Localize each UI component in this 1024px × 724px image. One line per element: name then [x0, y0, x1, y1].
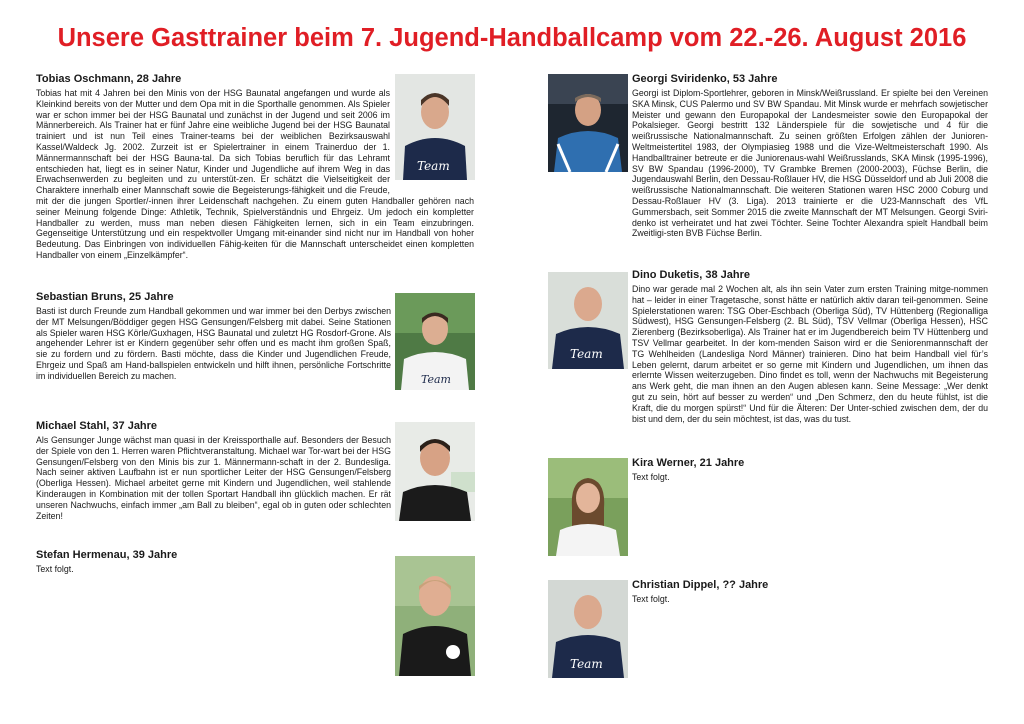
coach-name: Christian Dippel, ?? Jahre	[632, 579, 769, 591]
coach-dino	[548, 269, 988, 282]
svg-text:Team: Team	[570, 347, 603, 361]
coach-bio: Text folgt.	[632, 472, 670, 482]
coach-name: Sebastian Bruns, 25 Jahre	[36, 291, 174, 303]
coach-christian	[632, 579, 988, 605]
coach-tobias-name-block	[36, 73, 391, 86]
svg-text:Team: Team	[570, 657, 603, 671]
coach-dino-bio	[632, 282, 988, 424]
page-title: Unsere Gasttrainer beim 7. Jugend-Handballcamp vom 22.-26. August 2016	[57, 24, 967, 52]
coach-name: Tobias Oschmann, 28 Jahre	[36, 73, 182, 85]
coach-bio: Text folgt.	[632, 594, 670, 604]
coach-name: Georgi Sviridenko, 53 Jahre	[632, 73, 778, 85]
coach-name: Kira Werner, 21 Jahre	[632, 457, 745, 469]
kira-photo	[548, 458, 628, 556]
svg-text:Team: Team	[417, 159, 450, 173]
coach-bio: Als Gensunger Junge wächst man quasi in der Kreissporthalle auf. Besonders der Besuch der Spiele von den 1. Herren waren Pflichtveranstaltung. Michael war Tor-wart bei der HSG Gensungen/Felsberg von den Minis bis zur 1. Männermann-schaft in der 2. Bundesliga. Nach seiner aktiven Laufbahn ist er nun sportlicher Leiter der HSG Gensungen/Felsberg (Oberliga Hessen). Michael arbeitet gerne mit Kindern und Jugendlichen, weil stahlende Kinderaugen in Kombination mit der tollen Sportart Handball ihn glücklich machen. Er rät unseren Nachwuchs, einfach immer „am Ball zu bleiben“, egal ob in guten oder schlechten Zeiten!	[36, 435, 391, 521]
coach-bio: Dino war gerade mal 2 Wochen alt, als ihn sein Vater zum ersten Training mitge-nommen hat – leider in einer Tragetasche, sonst hätte er natürlich aktiv daran teil-genommen. Seine Spielerstationen waren: TSG Ober-Eschbach (Oberliga Süd), TV Hüttenberg (Regionalliga Südwest), HSG Gensungen-Felsberg (2. BL Süd), TSV Vellmar (Oberliga Hessen), HSC Zierenberg (Bezirksoberliga). Als Trainer hat er im Jugendbereich beim TV Hüttenberg und TSV Vellmar gearbeitet. In der kom-menden Saison wird er die Seniorenmannschaft der TG Wehlheiden (Landesliga Nord Männer) trainieren. Dino hat beim Handball viel für’s Leben gelernt, darum arbeitet er so gerne mit Kindern und Jugendlichen, um ihnen das erlernte Wissen weiterzugeben. Dino findet es toll, wenn der Nachwuchs mit Begeisterung ans Werk geht, die man ihnen an den Augen ablesen kann. Seine Message: „Wer denkt gut zu sein, hört auf besser zu werden“ und „Den Schmerz, den du heute fühlst, ist die Kraft, die du morgen spürst!“ Und für die Älteren: Der Unter-schied zwischen dem, der du bist und dem, der du sein möchtest, ist das, was du tust.	[632, 284, 988, 424]
michael-photo	[395, 422, 475, 521]
christian-photo	[548, 580, 628, 678]
svg-text:Team: Team	[421, 373, 451, 386]
coach-sebastian	[36, 291, 391, 382]
dino-photo	[548, 272, 628, 369]
coach-bio: Text folgt.	[36, 564, 74, 574]
coach-bio: Basti ist durch Freunde zum Handball gekommen und war immer bei den Derbys zwischen der MT Melsungen/Böddiger gegen HSG Gensungen/Felsberg mit dabei. Seine Stationen als Spieler waren HSG Körle/Guxhagen, HSG Baunatal und zuletzt HG Rosdorf-Grone. Als angehender Lehrer ist er Kindern gegenüber sehr offen und es macht ihm großen Spaß, sie zu fordern und zu fördern. Basti möchte, dass die Kinder und Jugendlichen Freude, Ehrgeiz und Spaß am Hand-ballspielen entwickeln und hilft ihnen, persönliche Fortschritte im individuellen Bereich zu machen.	[36, 306, 391, 381]
coach-bio: Tobias hat mit 4 Jahren bei den Minis von der HSG Baunatal angefangen und wurde als Kleinkind bereits von der Mutter und dem Opa mit in die Sporthalle genommen. Als Spieler war er schon immer bei der HSG Baunatal und zunächst in der Jugend und seit 2006 im Männerbereich. Als Trainer hat er fünf Jahre eine weibliche Jugend bei der HSG Baunatal trainiert und ist nun Teil eines Trainer-teams bei der weiblichen Bezirksauswahl Kassel/Waldeck Jg. 2002. Zurzeit ist er Spielertrainer in einem Trainerduo der 1. Männermannschaft bei der HSG Bauna-tal. Da sich Tobias beruflich für das Lehramt entschieden hat, liegt es in seiner Natur, Kinder und Jugendliche auf ihrem Weg in das Erwachsenwerden zu begleiten und zu unterstüt-zen. Er schätzt die Vielseitigkeit der Charaktere innerhalb einer Mannschaft sowie die Begeisterungs-fähigkeit und die Freude, mit der die jungen Sportler/-innen ihrer Leidenschaft nachgehen. Zu einem guten Handballer gehören nach seiner Meinung folgende Dinge: Athletik, Technik, Spielverständnis und Ehrgeiz. Um jedoch ein kompletter Handballer zu werden, muss man neben diesen Fähigkeiten lernen, sich in ein Team einzubringen. Gegenseitige Unterstützung und ein respektvoller Umgang mit-einander sind nicht nur im Handball von hoher Bedeutung. Das Einbringen von individuellen Fähig-keiten für die Mannschaft unterscheidet einen kompletten Handballer von einem „Einzelkämpfer“.	[36, 88, 474, 260]
georgi-photo	[548, 74, 628, 172]
coach-stefan	[36, 549, 391, 575]
coach-kira	[632, 457, 988, 483]
coach-michael	[36, 420, 391, 521]
sebastian-photo	[395, 293, 475, 390]
tobias-photo	[395, 74, 475, 180]
coach-georgi-bio	[632, 86, 988, 239]
stefan-photo	[395, 556, 475, 676]
coach-name: Dino Duketis, 38 Jahre	[632, 269, 750, 281]
coach-georgi	[548, 73, 988, 86]
coach-name: Michael Stahl, 37 Jahre	[36, 420, 158, 432]
coach-bio: Georgi ist Diplom-Sportlehrer, geboren in Minsk/Weißrussland. Er spielte bei den Vereinen SKA Minsk, CUS Palermo und SV BW Spandau. Mit Minsk wurde er mehrfach sowjetischer Meister und gewann den Europapokal der Landesmeister sowie den Europapokal der Pokalsieger. Georgi bestritt 132 Länderspiele für die sowjetische und 4 für die weißrussische Nationalmannschaft. Zu seinen größten Erfolgen zählen der Junioren-Weltmeistertitel 1983, der Olympiasieg 1988 und die Vize-Weltmeisterschaft 1990. Als Handballtrainer betreute er die Juniorenaus-wahl Weißrusslands, SKA Minsk (1995-1996), SV BW Spandau (1996-2000), TV Grambke Bremen (2000-2003), Füchse Berlin, die Jugendauswahl Berlin, den Dessau-Roßlauer HV, die HSG Düsseldorf und ab Juli 2008 die weißrussische Nationalmannschaft. Die weiteren Stationen waren HSC 2000 Coburg und Dessau-Roßlauer HV (3. Liga). 2013 trainierte er die U23-Mannschaft des VfL Gummersbach, seit Sommer 2015 die zweite Mannschaft der MT Melsungen. Georgi Sviri-denko ist verheiratet und hat zwei Töchter. Seine Tochter Alexandra spielt Handball beim Zweitligi-sten BVB Füchse Berlin.	[632, 88, 988, 239]
coach-name: Stefan Hermenau, 39 Jahre	[36, 549, 178, 561]
